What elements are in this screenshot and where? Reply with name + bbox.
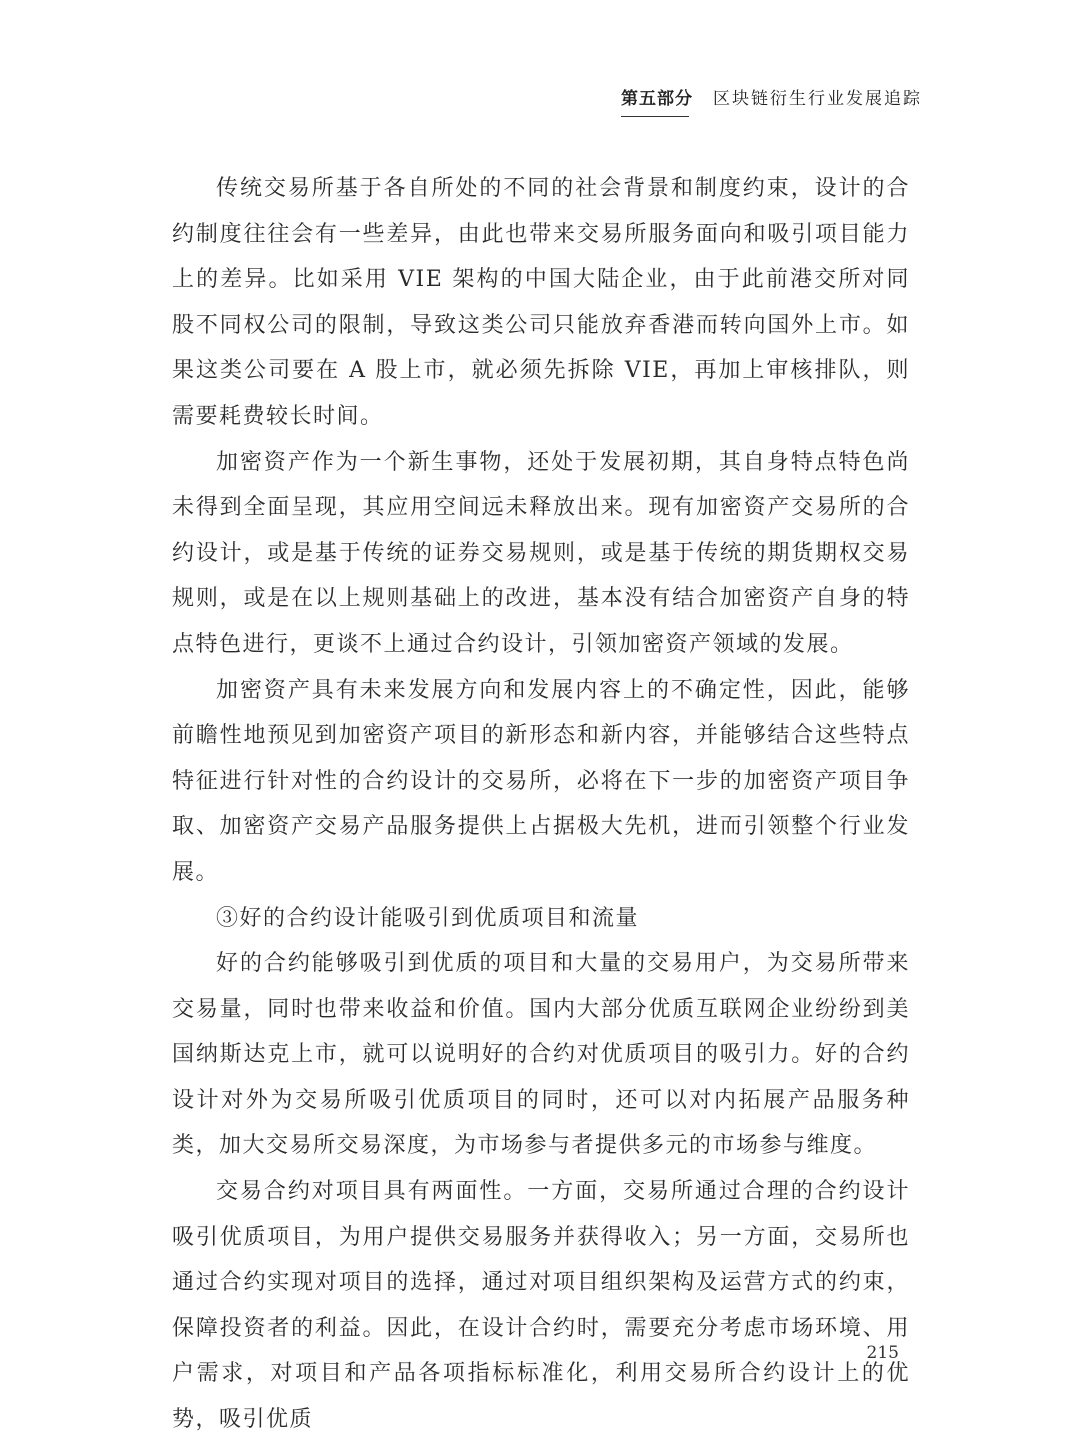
paragraph: 加密资产作为一个新生事物，还处于发展初期，其自身特点特色尚未得到全面呈现，其应用空间远未释放出来。现有加密资产交易所的合约设计，或是基于传统的证券交易规则，或是基于传统的期货期权交易规则，或是在以上规则基础上的改进，基本没有结合加密资产自身的特点特色进行，更谈不上通过合约设计，引领加密资产领域的发展。: [172, 449, 910, 657]
section-title: 区块链衍生行业发展追踪: [713, 89, 922, 109]
header-underline: [621, 116, 689, 117]
body-text: [172, 166, 910, 1443]
running-header: [621, 84, 922, 109]
paragraph: 传统交易所基于各自所处的不同的社会背景和制度约束，设计的合约制度往往会有一些差异，由此也带来交易所服务面向和吸引项目能力上的差异。比如采用 VIE 架构的中国大陆企业，由于此前港交所对同股不同权公司的限制，导致这类公司只能放弃香港而转向国外上市。如果这类公司要在 A 股上市，就必须先拆除 VIE，再加上审核排队，则需要耗费较长时间。: [172, 176, 910, 429]
paragraph: 好的合约能够吸引到优质的项目和大量的交易用户，为交易所带来交易量，同时也带来收益和价值。国内大部分优质互联网企业纷纷到美国纳斯达克上市，就可以说明好的合约对优质项目的吸引力。好的合约设计对外为交易所吸引优质项目的同时，还可以对内拓展产品服务种类，加大交易所交易深度，为市场参与者提供多元的市场参与维度。: [172, 951, 910, 1159]
paragraph: 交易合约对项目具有两面性。一方面，交易所通过合理的合约设计吸引优质项目，为用户提供交易服务并获得收入；另一方面，交易所也通过合约实现对项目的选择，通过对项目组织架构及运营方式的约束，保障投资者的利益。因此，在设计合约时，需要充分考虑市场环境、用户需求，对项目和产品各项指标标准化，利用交易所合约设计上的优势，吸引优质: [172, 1179, 910, 1433]
page-number: 215: [866, 1343, 899, 1363]
paragraph: 加密资产具有未来发展方向和发展内容上的不确定性，因此，能够前瞻性地预见到加密资产项目的新形态和新内容，并能够结合这些特点特征进行针对性的合约设计的交易所，必将在下一步的加密资产项目争取、加密资产交易产品服务提供上占据极大先机，进而引领整个行业发展。: [172, 677, 910, 885]
subheading: ③好的合约设计能吸引到优质项目和流量: [216, 905, 640, 931]
part-label: 第五部分: [621, 89, 693, 109]
